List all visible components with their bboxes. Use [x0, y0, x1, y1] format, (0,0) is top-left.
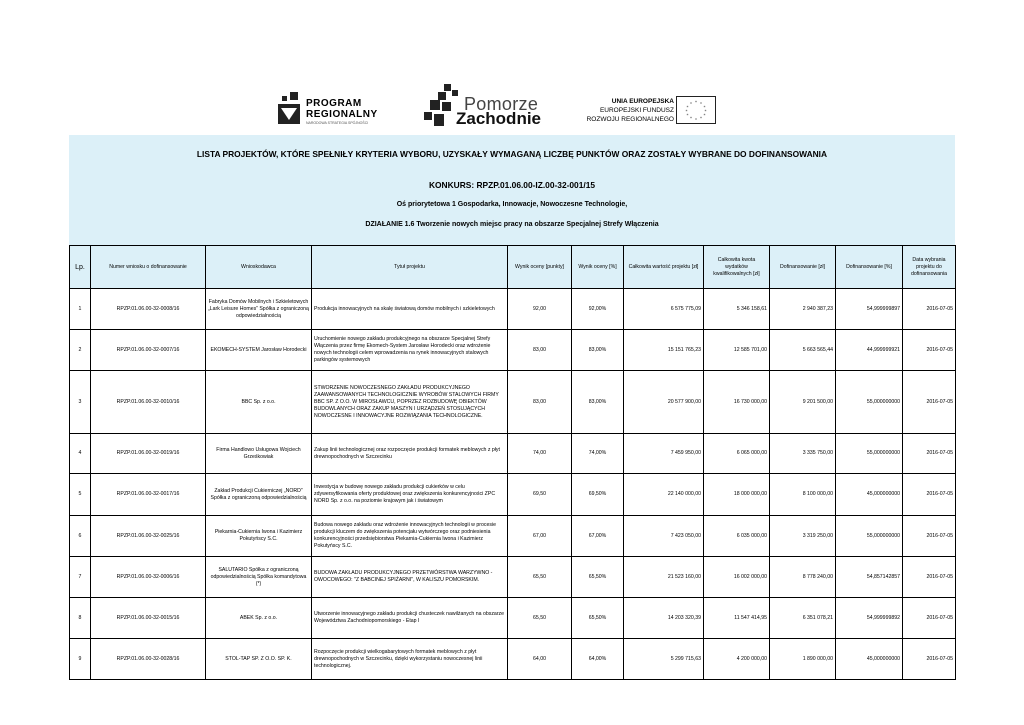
cell-dofin-proc: 44,999999921	[836, 330, 903, 371]
table-row	[70, 434, 956, 474]
cell-lp: 1	[70, 289, 91, 330]
cell-wynik-proc: 83,00%	[572, 371, 624, 434]
table-row	[70, 639, 956, 680]
cell-dofin-proc: 55,000000000	[836, 371, 903, 434]
cell-kwalif: 16 002 000,00	[704, 557, 770, 598]
cell-wartosc: 21 523 160,00	[624, 557, 704, 598]
col-header-wynik-pkt: Wynik oceny [punkty]	[508, 246, 572, 289]
projects-table	[69, 245, 956, 680]
svg-text:*: *	[700, 116, 702, 121]
cell-wynik-proc: 65,50%	[572, 557, 624, 598]
cell-dofin-zl: 6 351 078,21	[770, 598, 836, 639]
cell-wynik-pkt: 67,00	[508, 516, 572, 557]
cell-wynik-proc: 69,50%	[572, 474, 624, 516]
cell-wynik-pkt: 65,50	[508, 557, 572, 598]
cell-lp: 9	[70, 639, 91, 680]
cell-wynik-proc: 92,00%	[572, 289, 624, 330]
cell-data: 2016-07-05	[903, 434, 956, 474]
cell-tytul: Inwestycja w budowę nowego zakładu produkcji cukierków w celu zdywersyfikowania oferty produktowej oraz zwiększenia konkurencyjności ZPC NORD Sp. z o.o. na poziomie krajowym jak i światowym	[312, 474, 508, 516]
pomorze-logo-line2: Zachodnie	[456, 109, 542, 128]
cell-wnioskodawca: Zakład Produkcji Cukierniczej „NORD” Spółka z ograniczoną odpowiedzialnością	[206, 474, 312, 516]
cell-wnioskodawca: BBC Sp. z o.o.	[206, 371, 312, 434]
svg-text:*: *	[685, 109, 688, 114]
cell-wartosc: 15 151 765,23	[624, 330, 704, 371]
col-header-wynik-proc: Wynik oceny [%]	[572, 246, 624, 289]
cell-kwalif: 16 730 000,00	[704, 371, 770, 434]
cell-wartosc: 20 577 900,00	[624, 371, 704, 434]
program-logo-line2: REGIONALNY	[306, 109, 378, 120]
cell-wartosc: 14 203 320,39	[624, 598, 704, 639]
cell-kwalif: 11 547 414,95	[704, 598, 770, 639]
table-row	[70, 474, 956, 516]
cell-dofin-proc: 54,999999897	[836, 289, 903, 330]
program-regionalny-logo	[278, 92, 398, 126]
cell-wynik-pkt: 83,00	[508, 330, 572, 371]
cell-dofin-proc: 45,000000000	[836, 474, 903, 516]
cell-dofin-zl: 1 890 000,00	[770, 639, 836, 680]
cell-dofin-proc: 54,999999892	[836, 598, 903, 639]
cell-lp: 6	[70, 516, 91, 557]
cell-wynik-pkt: 83,00	[508, 371, 572, 434]
col-header-wnioskodawca: Wnioskodawca	[206, 246, 312, 289]
priority-axis: Oś priorytetowa 1 Gospodarka, Innowacje, Nowoczesne Technologie,	[396, 201, 628, 208]
cell-wnioskodawca: Fabryka Domów Mobilnych i Szkieletowych „Lark Leisure Homes” Spółka z ograniczoną odpowiedzialnością	[206, 289, 312, 330]
svg-text:*: *	[703, 113, 706, 118]
cell-tytul: Uruchomienie nowego zakładu produkcyjnego na obszarze Specjalnej Strefy Włączenia przez firmę Ekomech-System Jarosław Horodecki oraz wdrożenie nowych technologii celem wprowadzenia na rynek innowacyjnych stalowych parkingów systemowych	[312, 330, 508, 371]
ue-logo-line3: ROZWOJU REGIONALNEGO	[586, 116, 674, 123]
col-header-lp: Lp.	[70, 246, 91, 289]
cell-wynik-proc: 67,00%	[572, 516, 624, 557]
cell-wartosc: 6 575 775,09	[624, 289, 704, 330]
cell-tytul: Rozpoczęcie produkcji wielkogabarytowych formatek meblowych z płyt drewnopochodnych w Szczecinku, dzięki wykorzystaniu nowoczesnej linii technologicznej.	[312, 639, 508, 680]
cell-wynik-proc: 65,50%	[572, 598, 624, 639]
col-header-tytul: Tytuł projektu	[312, 246, 508, 289]
cell-numer: RPZP.01.06.00-32-0017/16	[91, 474, 206, 516]
cell-wartosc: 7 459 950,00	[624, 434, 704, 474]
cell-data: 2016-07-05	[903, 639, 956, 680]
cell-dofin-zl: 8 100 000,00	[770, 474, 836, 516]
col-header-numer: Numer wniosku o dofinansowanie	[91, 246, 206, 289]
cell-wynik-proc: 74,00%	[572, 434, 624, 474]
col-header-dofin-zl: Dofinansowanie [zł]	[770, 246, 836, 289]
cell-tytul: Budowa nowego zakładu oraz wdrożenie innowacyjnych technologii w procesie produkcji kluczem do zwiększenia potencjału wytwórczego oraz podniesienia konkurencyjności przedsiębiorstwa Piekarnia-Cukiernia Iwona i Kazimierz Pokutyńscy S.C.	[312, 516, 508, 557]
cell-tytul: Zakup linii technologicznej oraz rozpoczęcie produkcji formatek meblowych z płyt drewnopochodnych w Szczecinku	[312, 434, 508, 474]
cell-kwalif: 4 200 000,00	[704, 639, 770, 680]
cell-numer: RPZP.01.06.00-32-0007/16	[91, 330, 206, 371]
cell-kwalif: 6 065 000,00	[704, 434, 770, 474]
table-row	[70, 371, 956, 434]
cell-kwalif: 18 000 000,00	[704, 474, 770, 516]
cell-numer: RPZP.01.06.00-32-0019/16	[91, 434, 206, 474]
cell-data: 2016-07-05	[903, 330, 956, 371]
cell-wynik-pkt: 74,00	[508, 434, 572, 474]
header-band	[69, 135, 955, 245]
cell-dofin-proc: 45,000000000	[836, 639, 903, 680]
cell-dofin-zl: 9 201 500,00	[770, 371, 836, 434]
ue-logo-line1: UNIA EUROPEJSKA	[611, 98, 674, 105]
cell-data: 2016-07-05	[903, 516, 956, 557]
cell-data: 2016-07-05	[903, 371, 956, 434]
cell-lp: 8	[70, 598, 91, 639]
cell-wnioskodawca: Piekarnia-Cukiernia Iwona i Kazimierz Pokutyńscy S.C.	[206, 516, 312, 557]
cell-data: 2016-07-05	[903, 557, 956, 598]
cell-wnioskodawca: EKOMECH-SYSTEM Jarosław Horodecki	[206, 330, 312, 371]
pomorze-zachodnie-logo	[424, 80, 544, 132]
cell-data: 2016-07-05	[903, 289, 956, 330]
cell-wynik-pkt: 64,00	[508, 639, 572, 680]
col-header-data: Data wybrania projektu do dofinansowania	[903, 246, 956, 289]
cell-lp: 2	[70, 330, 91, 371]
cell-lp: 3	[70, 371, 91, 434]
cell-numer: RPZP.01.06.00-32-0008/16	[91, 289, 206, 330]
svg-text:*: *	[690, 116, 692, 121]
table-row	[70, 557, 956, 598]
pomorze-zachodnie-mark-icon	[424, 84, 460, 130]
cell-wynik-proc: 64,00%	[572, 639, 624, 680]
program-regionalny-mark-icon	[278, 92, 300, 124]
cell-data: 2016-07-05	[903, 474, 956, 516]
cell-dofin-proc: 55,000000000	[836, 516, 903, 557]
cell-wynik-pkt: 92,00	[508, 289, 572, 330]
svg-text:*: *	[695, 117, 697, 123]
program-logo-line3: NARODOWA STRATEGIA SPÓJNOŚCI	[306, 121, 369, 125]
cell-numer: RPZP.01.06.00-32-0006/16	[91, 557, 206, 598]
col-header-kwalif: Całkowita kwota wydatków kwalifikowalnych [zł]	[704, 246, 770, 289]
svg-text:*: *	[686, 105, 689, 110]
cell-wnioskodawca: Firma Handlowo Usługowa Wojciech Grześkowiak	[206, 434, 312, 474]
col-header-wartosc: Całkowita wartość projektu [zł]	[624, 246, 704, 289]
ue-logo-line2: EUROPEJSKI FUNDUSZ	[599, 107, 674, 114]
cell-numer: RPZP.01.06.00-32-0028/16	[91, 639, 206, 680]
cell-tytul: STWORZENIE NOWOCZESNEGO ZAKŁADU PRODUKCYJNEGO ZAAWANSOWANYCH TECHNOLOGICZNIE WYROBÓW STALOWYCH FIRMY BBC SP. Z O.O. W MIROSŁAWCU, POPRZEZ ROZBUDOWĘ OBIEKTÓW BUDOWLANYCH ORAZ ZAKUP MASZYN I URZĄDZEŃ STOSUJĄCYCH NOWOCZESNE I INNOWACYJNE ROZWIĄZANIA TECHNOLOGICZNE.	[312, 371, 508, 434]
cell-numer: RPZP.01.06.00-32-0025/16	[91, 516, 206, 557]
svg-text:*: *	[690, 101, 692, 107]
svg-text:*: *	[700, 101, 702, 107]
cell-dofin-zl: 3 319 250,00	[770, 516, 836, 557]
eu-flag-icon	[676, 96, 716, 124]
cell-wartosc: 7 423 050,00	[624, 516, 704, 557]
cell-kwalif: 5 346 158,61	[704, 289, 770, 330]
measure-name: DZIAŁANIE 1.6 Tworzenie nowych miejsc pracy na obszarze Specjalnej Strefy Włączenia	[365, 221, 659, 228]
cell-dofin-zl: 8 778 240,00	[770, 557, 836, 598]
cell-kwalif: 6 035 000,00	[704, 516, 770, 557]
cell-dofin-proc: 55,000000000	[836, 434, 903, 474]
cell-wartosc: 5 299 715,63	[624, 639, 704, 680]
cell-data: 2016-07-05	[903, 598, 956, 639]
cell-wynik-pkt: 69,50	[508, 474, 572, 516]
table-row	[70, 598, 956, 639]
document-title: LISTA PROJEKTÓW, KTÓRE SPEŁNIŁY KRYTERIA WYBORU, UZYSKAŁY WYMAGANĄ LICZBĘ PUNKTÓW ORAZ ZOSTAŁY WYBRANE DO DOFINANSOWANIA	[196, 149, 828, 159]
pomorze-logo-line1: Pomorze	[464, 94, 539, 114]
svg-text:*: *	[704, 109, 707, 114]
table-header-row	[70, 246, 956, 289]
cell-lp: 5	[70, 474, 91, 516]
col-header-dofin-proc: Dofinansowanie [%]	[836, 246, 903, 289]
cell-wynik-proc: 83,00%	[572, 330, 624, 371]
cell-dofin-zl: 2 940 387,23	[770, 289, 836, 330]
cell-tytul: Produkcja innowacyjnych na skalę światową domów mobilnych i szkieletowych	[312, 289, 508, 330]
cell-numer: RPZP.01.06.00-32-0010/16	[91, 371, 206, 434]
svg-text:*: *	[695, 100, 697, 105]
cell-lp: 7	[70, 557, 91, 598]
logos-bar	[0, 80, 1024, 135]
konkurs-number: KONKURS: RPZP.01.06.00-IZ.00-32-001/15	[428, 180, 596, 190]
cell-dofin-zl: 3 335 750,00	[770, 434, 836, 474]
unia-europejska-logo	[576, 96, 716, 126]
table-row	[70, 289, 956, 330]
cell-lp: 4	[70, 434, 91, 474]
svg-text:*: *	[686, 113, 689, 118]
table-row	[70, 516, 956, 557]
cell-wnioskodawca: ABEK Sp. z o.o.	[206, 598, 312, 639]
cell-dofin-proc: 54,857142857	[836, 557, 903, 598]
cell-wnioskodawca: STOL-TAP SP. Z O.O. SP. K.	[206, 639, 312, 680]
cell-wnioskodawca: SALUTARIO Spółka z ograniczoną odpowiedzialnością Spółka komandytowa (*)	[206, 557, 312, 598]
cell-tytul: BUDOWA ZAKŁADU PRODUKCYJNEGO PRZETWÓRSTWA WARZYWNO - OWOCOWEGO: "Z BABCINEJ SPIŻARNI", W KALISZU POMORSKIM.	[312, 557, 508, 598]
cell-numer: RPZP.01.06.00-32-0015/16	[91, 598, 206, 639]
svg-text:*: *	[703, 105, 706, 110]
program-logo-line1: PROGRAM	[306, 98, 362, 109]
cell-wynik-pkt: 65,50	[508, 598, 572, 639]
cell-dofin-zl: 5 663 565,44	[770, 330, 836, 371]
cell-wartosc: 22 140 000,00	[624, 474, 704, 516]
cell-kwalif: 12 585 701,00	[704, 330, 770, 371]
cell-tytul: Utworzenie innowacyjnego zakładu produkcji chusteczek nawilżanych na obszarze Województwa Zachodniopomorskiego - Etap I	[312, 598, 508, 639]
table-row	[70, 330, 956, 371]
